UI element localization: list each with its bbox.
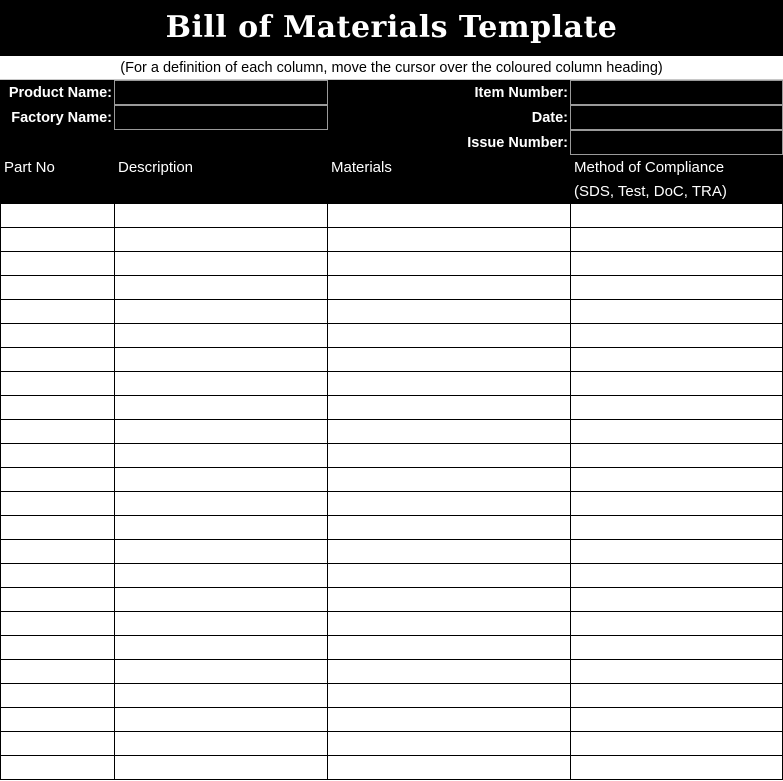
part-no-cell[interactable] — [0, 684, 115, 708]
materials-cell[interactable] — [327, 324, 571, 348]
description-cell[interactable] — [114, 348, 328, 372]
materials-cell[interactable] — [327, 300, 571, 324]
item-number-label: Item Number: — [474, 85, 568, 101]
method-cell[interactable] — [570, 228, 783, 252]
method-cell[interactable] — [570, 564, 783, 588]
table-row — [0, 444, 783, 468]
description-cell[interactable] — [114, 612, 328, 636]
header-block — [0, 80, 783, 204]
column-header-method-subtitle: (SDS, Test, DoC, TRA) — [574, 183, 727, 200]
materials-cell[interactable] — [327, 372, 571, 396]
sheet-title: Bill of Materials Template — [0, 0, 783, 56]
description-cell[interactable] — [114, 372, 328, 396]
description-cell[interactable] — [114, 732, 328, 756]
materials-cell[interactable] — [327, 660, 571, 684]
table-row — [0, 540, 783, 564]
table-row — [0, 660, 783, 684]
method-cell[interactable] — [570, 372, 783, 396]
part-no-cell[interactable] — [0, 636, 115, 660]
description-cell[interactable] — [114, 468, 328, 492]
table-row — [0, 276, 783, 300]
description-cell[interactable] — [114, 684, 328, 708]
table-row — [0, 492, 783, 516]
part-no-cell[interactable] — [0, 660, 115, 684]
description-cell[interactable] — [114, 204, 328, 228]
method-cell[interactable] — [570, 420, 783, 444]
date-field[interactable] — [570, 105, 783, 130]
materials-cell[interactable] — [327, 588, 571, 612]
method-cell[interactable] — [570, 444, 783, 468]
part-no-cell[interactable] — [0, 612, 115, 636]
method-cell[interactable] — [570, 540, 783, 564]
description-cell[interactable] — [114, 276, 328, 300]
table-row — [0, 324, 783, 348]
materials-cell[interactable] — [327, 468, 571, 492]
materials-cell[interactable] — [327, 756, 571, 780]
description-cell[interactable] — [114, 492, 328, 516]
materials-cell[interactable] — [327, 228, 571, 252]
table-row — [0, 420, 783, 444]
method-cell[interactable] — [570, 612, 783, 636]
sheet-subtitle: (For a definition of each column, move the cursor over the coloured column heading) — [0, 56, 783, 80]
column-header-materials[interactable]: Materials — [331, 159, 392, 176]
table-row — [0, 516, 783, 540]
method-cell[interactable] — [570, 348, 783, 372]
materials-cell[interactable] — [327, 612, 571, 636]
table-row — [0, 228, 783, 252]
method-cell[interactable] — [570, 324, 783, 348]
description-cell[interactable] — [114, 564, 328, 588]
date-label: Date: — [531, 110, 568, 126]
part-no-cell[interactable] — [0, 276, 115, 300]
description-cell[interactable] — [114, 444, 328, 468]
description-cell[interactable] — [114, 660, 328, 684]
materials-cell[interactable] — [327, 492, 571, 516]
factory-name-field[interactable] — [114, 105, 328, 130]
method-cell[interactable] — [570, 468, 783, 492]
method-cell[interactable] — [570, 276, 783, 300]
table-row — [0, 732, 783, 756]
table-row — [0, 204, 783, 228]
materials-cell[interactable] — [327, 276, 571, 300]
part-no-cell[interactable] — [0, 252, 115, 276]
table-row — [0, 468, 783, 492]
materials-cell[interactable] — [327, 252, 571, 276]
table-row — [0, 564, 783, 588]
method-cell[interactable] — [570, 636, 783, 660]
method-cell[interactable] — [570, 732, 783, 756]
table-row — [0, 372, 783, 396]
materials-cell[interactable] — [327, 444, 571, 468]
materials-cell[interactable] — [327, 348, 571, 372]
materials-cell[interactable] — [327, 684, 571, 708]
part-no-cell[interactable] — [0, 324, 115, 348]
materials-cell[interactable] — [327, 516, 571, 540]
table-row — [0, 252, 783, 276]
table-row — [0, 396, 783, 420]
method-cell[interactable] — [570, 660, 783, 684]
part-no-cell[interactable] — [0, 756, 115, 780]
part-no-cell[interactable] — [0, 300, 115, 324]
description-cell[interactable] — [114, 756, 328, 780]
part-no-cell[interactable] — [0, 492, 115, 516]
materials-cell[interactable] — [327, 732, 571, 756]
method-cell[interactable] — [570, 756, 783, 780]
method-cell[interactable] — [570, 252, 783, 276]
description-cell[interactable] — [114, 300, 328, 324]
table-row — [0, 348, 783, 372]
table-row — [0, 756, 783, 780]
column-header-part-no[interactable]: Part No — [4, 159, 55, 176]
materials-cell[interactable] — [327, 540, 571, 564]
materials-cell[interactable] — [327, 204, 571, 228]
method-cell[interactable] — [570, 516, 783, 540]
method-cell[interactable] — [570, 300, 783, 324]
table-row — [0, 588, 783, 612]
description-cell[interactable] — [114, 396, 328, 420]
materials-cell[interactable] — [327, 564, 571, 588]
table-row — [0, 708, 783, 732]
description-cell[interactable] — [114, 420, 328, 444]
method-cell[interactable] — [570, 396, 783, 420]
method-cell[interactable] — [570, 492, 783, 516]
method-cell[interactable] — [570, 204, 783, 228]
description-cell[interactable] — [114, 708, 328, 732]
materials-cell[interactable] — [327, 636, 571, 660]
description-cell[interactable] — [114, 516, 328, 540]
bom-table-body — [0, 204, 783, 781]
part-no-cell[interactable] — [0, 588, 115, 612]
part-no-cell[interactable] — [0, 564, 115, 588]
part-no-cell[interactable] — [0, 468, 115, 492]
table-row — [0, 300, 783, 324]
part-no-cell[interactable] — [0, 348, 115, 372]
part-no-cell[interactable] — [0, 708, 115, 732]
column-header-method-of-compliance[interactable]: Method of Compliance — [574, 159, 725, 176]
method-cell[interactable] — [570, 588, 783, 612]
column-header-description[interactable]: Description — [118, 159, 194, 176]
part-no-cell[interactable] — [0, 732, 115, 756]
factory-name-label: Factory Name: — [11, 110, 112, 126]
part-no-cell[interactable] — [0, 444, 115, 468]
part-no-cell[interactable] — [0, 372, 115, 396]
description-cell[interactable] — [114, 588, 328, 612]
issue-number-label: Issue Number: — [467, 135, 568, 151]
description-cell[interactable] — [114, 324, 328, 348]
part-no-cell[interactable] — [0, 420, 115, 444]
issue-number-field[interactable] — [570, 130, 783, 155]
item-number-field[interactable] — [570, 80, 783, 105]
table-row — [0, 636, 783, 660]
table-row — [0, 612, 783, 636]
description-cell[interactable] — [114, 636, 328, 660]
part-no-cell[interactable] — [0, 204, 115, 228]
part-no-cell[interactable] — [0, 540, 115, 564]
description-cell[interactable] — [114, 228, 328, 252]
part-no-cell[interactable] — [0, 228, 115, 252]
method-cell[interactable] — [570, 708, 783, 732]
product-name-label: Product Name: — [8, 85, 112, 101]
part-no-cell[interactable] — [0, 516, 115, 540]
description-cell[interactable] — [114, 252, 328, 276]
product-name-field[interactable] — [114, 80, 328, 105]
part-no-cell[interactable] — [0, 396, 115, 420]
materials-cell[interactable] — [327, 396, 571, 420]
method-cell[interactable] — [570, 684, 783, 708]
materials-cell[interactable] — [327, 708, 571, 732]
table-row — [0, 684, 783, 708]
description-cell[interactable] — [114, 540, 328, 564]
materials-cell[interactable] — [327, 420, 571, 444]
